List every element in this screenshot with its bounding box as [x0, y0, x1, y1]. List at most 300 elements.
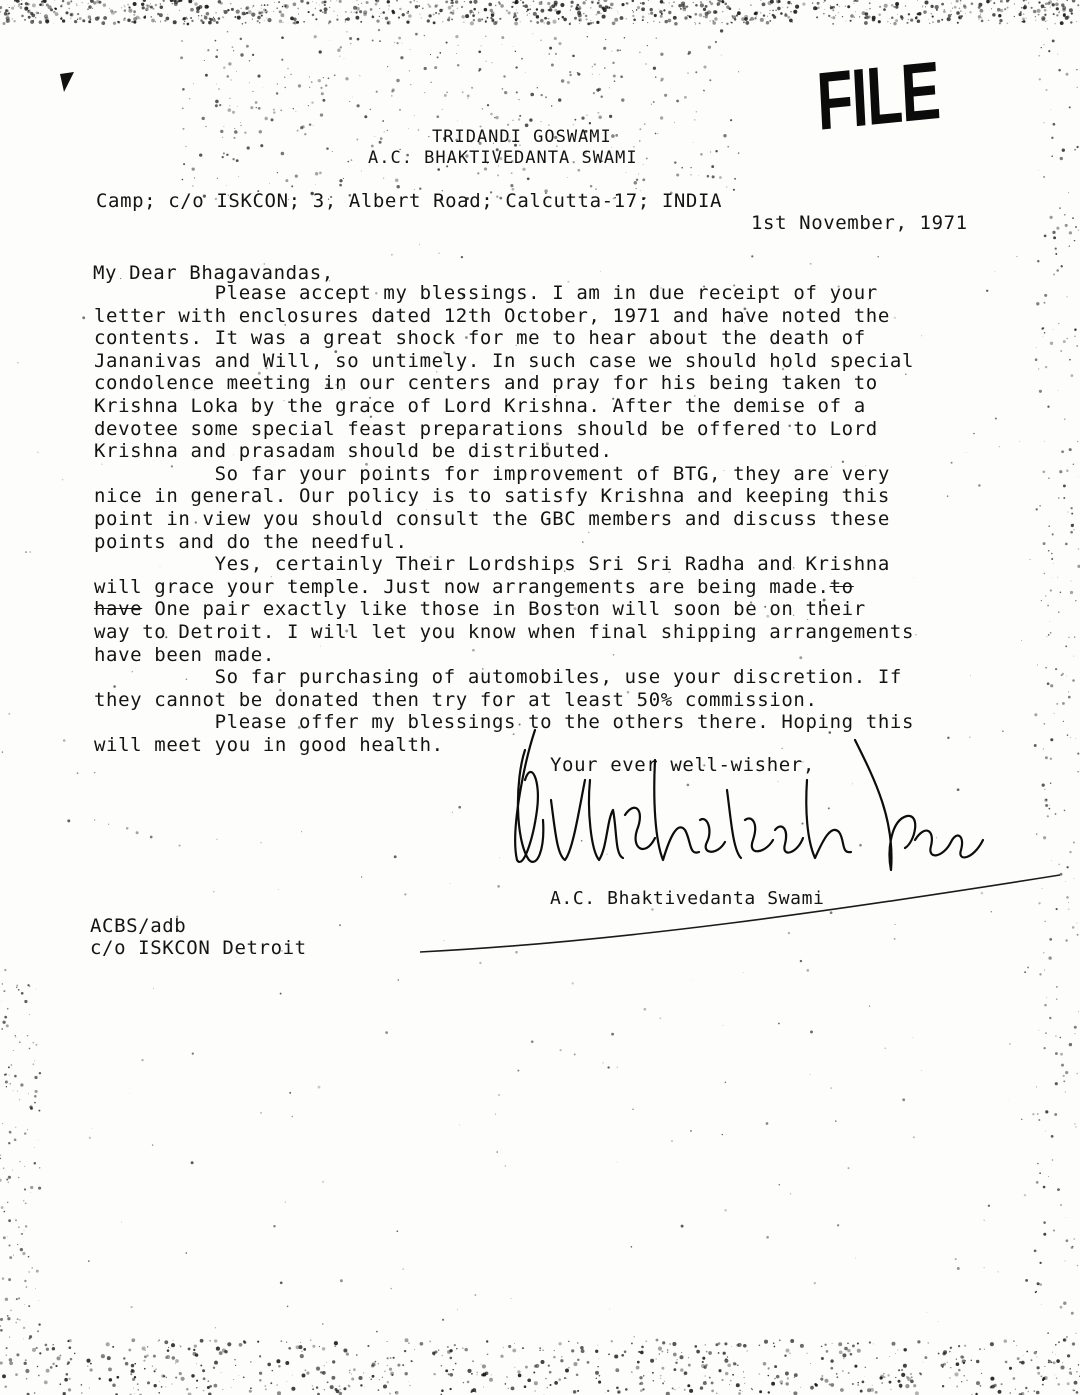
noise-speck	[1051, 860, 1052, 861]
noise-speck	[671, 1140, 672, 1141]
noise-speck	[482, 1364, 486, 1368]
noise-speck	[1067, 1354, 1070, 1357]
noise-speck	[233, 50, 234, 51]
noise-speck	[814, 1282, 816, 1284]
noise-speck	[392, 89, 395, 92]
noise-speck	[605, 1393, 606, 1394]
noise-speck	[506, 10, 508, 12]
noise-speck	[336, 0, 337, 1]
noise-speck	[28, 1256, 30, 1258]
noise-speck	[256, 107, 257, 108]
noise-speck	[853, 3, 854, 4]
noise-speck	[200, 1339, 204, 1343]
noise-speck	[90, 1368, 93, 1371]
noise-speck	[1058, 11, 1060, 13]
noise-speck	[533, 1372, 535, 1374]
noise-speck	[77, 13, 79, 15]
noise-speck	[922, 5, 923, 6]
noise-speck	[70, 1358, 73, 1361]
noise-speck	[224, 1350, 227, 1353]
noise-speck	[693, 979, 694, 980]
handwritten-signature	[495, 720, 995, 880]
noise-speck	[1058, 69, 1061, 72]
noise-speck	[739, 9, 740, 10]
noise-speck	[111, 11, 115, 15]
salutation: My Dear Bhagavandas,	[93, 262, 334, 284]
noise-speck	[700, 1, 702, 3]
noise-speck	[240, 122, 241, 123]
noise-speck	[1035, 16, 1036, 17]
noise-speck	[613, 75, 616, 78]
noise-speck	[249, 60, 251, 62]
noise-speck	[599, 1375, 601, 1377]
noise-speck	[1055, 1052, 1058, 1055]
noise-speck	[319, 5, 320, 6]
noise-speck	[76, 5, 77, 6]
noise-speck	[1058, 390, 1059, 391]
noise-speck	[787, 6, 789, 8]
noise-speck	[842, 16, 843, 17]
noise-speck	[390, 1357, 392, 1359]
noise-speck	[316, 1367, 320, 1371]
noise-speck	[956, 1362, 960, 1366]
noise-speck	[928, 19, 929, 20]
noise-speck	[1069, 359, 1071, 361]
noise-speck	[2, 983, 3, 984]
noise-speck	[312, 1345, 315, 1348]
noise-speck	[1051, 137, 1053, 139]
noise-speck	[281, 13, 285, 17]
noise-speck	[324, 7, 328, 11]
noise-speck	[644, 1008, 647, 1011]
noise-speck	[943, 10, 946, 13]
noise-speck	[1022, 18, 1025, 21]
noise-speck	[124, 9, 126, 11]
noise-speck	[475, 1391, 476, 1392]
noise-speck	[158, 1341, 159, 1342]
noise-speck	[1014, 3, 1015, 4]
noise-speck	[318, 1086, 321, 1089]
signature-name: A.C. Bhaktivedanta Swami	[550, 888, 825, 909]
noise-speck	[9, 1131, 12, 1134]
noise-speck	[751, 1388, 752, 1389]
noise-speck	[343, 1349, 347, 1353]
noise-speck	[1047, 682, 1050, 685]
noise-speck	[560, 1359, 563, 1362]
noise-speck	[369, 1377, 370, 1378]
body-line: will meet you in good health.	[94, 733, 444, 756]
noise-speck	[923, 10, 926, 13]
noise-speck	[568, 1367, 570, 1369]
noise-speck	[738, 71, 739, 72]
noise-speck	[1036, 1351, 1037, 1352]
noise-speck	[27, 3, 30, 6]
noise-speck	[1063, 1080, 1065, 1082]
noise-speck	[512, 1349, 516, 1353]
noise-speck	[505, 1165, 506, 1166]
noise-speck	[864, 21, 868, 25]
noise-speck	[326, 147, 329, 150]
noise-speck	[191, 1374, 194, 1377]
noise-speck	[687, 1384, 690, 1387]
noise-speck	[1045, 804, 1048, 807]
noise-speck	[1042, 783, 1045, 786]
noise-speck	[186, 1252, 188, 1254]
noise-speck	[1017, 1357, 1020, 1360]
noise-speck	[301, 125, 304, 128]
noise-speck	[767, 16, 768, 17]
noise-speck	[1043, 1380, 1045, 1382]
noise-speck	[675, 1362, 677, 1364]
noise-speck	[732, 16, 733, 17]
noise-speck	[127, 4, 129, 6]
noise-speck	[351, 11, 352, 12]
noise-speck	[30, 1192, 31, 1193]
noise-speck	[858, 1, 859, 2]
noise-speck	[617, 11, 618, 12]
noise-speck	[230, 3, 231, 4]
noise-speck	[602, 15, 606, 19]
noise-speck	[836, 4, 838, 6]
noise-speck	[43, 0, 47, 3]
noise-speck	[714, 17, 717, 20]
noise-speck	[590, 22, 593, 25]
noise-speck	[267, 4, 269, 6]
noise-speck	[1053, 1230, 1055, 1232]
noise-speck	[1045, 1110, 1048, 1113]
noise-speck	[611, 1340, 613, 1342]
noise-speck	[865, 1366, 867, 1368]
noise-speck	[966, 452, 967, 453]
noise-speck	[274, 2, 275, 3]
noise-speck	[657, 133, 658, 134]
noise-speck	[455, 0, 458, 3]
noise-speck	[1038, 368, 1039, 369]
noise-speck	[981, 18, 982, 19]
noise-speck	[35, 1090, 38, 1093]
noise-speck	[1042, 1384, 1044, 1386]
noise-speck	[510, 184, 513, 187]
noise-speck	[202, 1369, 205, 1372]
noise-speck	[9, 1256, 12, 1259]
noise-speck	[358, 4, 359, 5]
letter-date: 1st November, 1971	[751, 212, 968, 234]
noise-speck	[1059, 864, 1060, 865]
noise-speck	[674, 22, 678, 26]
noise-speck	[1075, 1126, 1077, 1128]
noise-speck	[1066, 1217, 1067, 1218]
noise-speck	[574, 1053, 576, 1055]
noise-speck	[705, 1364, 707, 1366]
noise-speck	[485, 21, 487, 23]
noise-speck	[13, 1255, 14, 1256]
noise-speck	[332, 1360, 335, 1363]
noise-speck	[324, 1365, 325, 1366]
noise-speck	[942, 1385, 944, 1387]
noise-speck	[1047, 28, 1048, 29]
noise-speck	[345, 77, 348, 80]
noise-speck	[112, 1346, 114, 1348]
noise-speck	[710, 11, 711, 12]
noise-speck	[223, 152, 225, 154]
noise-speck	[837, 1224, 839, 1226]
noise-speck	[1045, 21, 1046, 22]
noise-speck	[872, 1385, 873, 1386]
noise-speck	[838, 12, 839, 13]
noise-speck	[198, 5, 202, 9]
noise-speck	[1000, 9, 1003, 12]
noise-speck	[1071, 1374, 1072, 1375]
noise-speck	[747, 1350, 748, 1351]
noise-speck	[353, 1368, 356, 1371]
noise-speck	[978, 484, 980, 486]
noise-speck	[1050, 8, 1051, 9]
noise-speck	[1052, 231, 1055, 234]
noise-speck	[869, 2, 871, 4]
noise-speck	[1074, 1381, 1078, 1385]
noise-speck	[1044, 573, 1046, 575]
noise-speck	[539, 1347, 541, 1349]
noise-speck	[300, 1354, 304, 1358]
noise-speck	[489, 1378, 493, 1382]
noise-speck	[585, 18, 587, 20]
noise-speck	[784, 1354, 786, 1356]
noise-speck	[660, 53, 663, 56]
noise-speck	[744, 1377, 745, 1378]
noise-speck	[29, 1105, 32, 1108]
noise-speck	[218, 88, 219, 89]
noise-speck	[793, 1391, 797, 1395]
noise-speck	[599, 5, 601, 7]
noise-speck	[9, 1083, 10, 1084]
noise-speck	[375, 1361, 377, 1363]
noise-speck	[950, 1367, 951, 1368]
noise-speck	[1, 1206, 4, 1209]
noise-speck	[718, 1369, 721, 1372]
noise-speck	[672, 1342, 676, 1346]
noise-speck	[0, 6, 2, 9]
noise-speck	[538, 15, 539, 16]
noise-speck	[1055, 1082, 1058, 1085]
noise-speck	[351, 1378, 354, 1381]
body-line: condolence meeting in our centers and pray for his being taken to	[94, 372, 878, 395]
noise-speck	[541, 1360, 545, 1364]
noise-speck	[349, 1370, 351, 1372]
noise-speck	[1064, 810, 1066, 812]
body-line: contents. It was a great shock for me to hear about the death of	[94, 327, 866, 350]
noise-speck	[213, 19, 216, 22]
noise-speck	[638, 1351, 640, 1353]
noise-speck	[524, 1385, 527, 1388]
noise-speck	[548, 1365, 550, 1367]
noise-speck	[424, 67, 427, 70]
reference-block	[90, 915, 307, 959]
noise-speck	[476, 1372, 477, 1373]
noise-speck	[603, 47, 606, 50]
noise-speck	[618, 13, 619, 14]
noise-speck	[810, 1074, 811, 1075]
noise-speck	[595, 1350, 598, 1353]
noise-speck	[1053, 274, 1055, 276]
noise-speck	[62, 0, 64, 2]
noise-speck	[1074, 878, 1075, 879]
noise-speck	[91, 1128, 92, 1129]
noise-speck	[763, 1362, 767, 1366]
noise-speck	[29, 1271, 30, 1272]
noise-speck	[641, 1346, 644, 1349]
noise-speck	[870, 1388, 874, 1392]
noise-speck	[236, 10, 240, 14]
noise-speck	[404, 1350, 406, 1352]
noise-speck	[77, 19, 78, 20]
noise-speck	[92, 8, 93, 9]
noise-speck	[2, 751, 3, 752]
noise-speck	[1050, 6, 1051, 7]
noise-speck	[789, 19, 793, 23]
noise-speck	[293, 2, 297, 6]
noise-speck	[330, 1385, 334, 1389]
noise-speck	[446, 92, 448, 94]
pen-mark	[56, 70, 80, 96]
noise-speck	[1007, 23, 1008, 24]
noise-speck	[259, 22, 260, 23]
noise-speck	[180, 1346, 181, 1347]
noise-speck	[1044, 9, 1047, 12]
noise-speck	[297, 8, 299, 10]
noise-speck	[457, 8, 458, 9]
noise-speck	[1064, 1260, 1065, 1261]
noise-speck	[329, 40, 330, 41]
noise-speck	[351, 159, 353, 161]
noise-speck	[324, 4, 326, 6]
noise-speck	[1069, 231, 1072, 234]
noise-speck	[838, 1342, 842, 1346]
noise-speck	[146, 1354, 148, 1356]
noise-speck	[397, 1364, 400, 1367]
noise-speck	[223, 67, 225, 69]
noise-speck	[18, 5, 20, 7]
noise-speck	[396, 42, 398, 44]
noise-speck	[917, 20, 921, 24]
noise-speck	[1045, 1032, 1047, 1034]
noise-speck	[291, 1387, 295, 1391]
noise-speck	[260, 144, 263, 147]
noise-speck	[906, 22, 908, 24]
noise-speck	[33, 20, 34, 21]
noise-speck	[1063, 1339, 1065, 1341]
noise-speck	[281, 59, 283, 61]
noise-speck	[6, 1355, 7, 1356]
noise-speck	[183, 163, 185, 165]
noise-speck	[424, 35, 426, 37]
noise-speck	[37, 12, 39, 14]
noise-speck	[390, 1288, 392, 1290]
noise-speck	[709, 20, 710, 21]
noise-speck	[674, 161, 676, 163]
noise-speck	[25, 1359, 27, 1361]
noise-speck	[966, 1380, 967, 1381]
noise-speck	[155, 1368, 156, 1369]
noise-speck	[370, 109, 372, 111]
noise-speck	[944, 9, 945, 10]
noise-speck	[1038, 1119, 1040, 1121]
noise-speck	[1073, 524, 1074, 525]
noise-speck	[31, 14, 35, 18]
noise-speck	[0, 1158, 1, 1160]
noise-speck	[250, 1361, 252, 1363]
noise-speck	[631, 1371, 633, 1373]
noise-speck	[481, 18, 483, 20]
noise-speck	[1074, 149, 1076, 151]
noise-speck	[926, 1312, 927, 1313]
noise-speck	[199, 153, 202, 156]
noise-speck	[464, 1, 465, 2]
noise-speck	[345, 11, 346, 12]
noise-speck	[394, 42, 395, 43]
noise-speck	[308, 11, 310, 13]
noise-speck	[107, 1356, 111, 1360]
noise-speck	[44, 1381, 48, 1385]
noise-speck	[133, 21, 136, 24]
noise-speck	[232, 46, 234, 48]
noise-speck	[163, 0, 165, 2]
noise-speck	[1036, 1356, 1037, 1357]
noise-speck	[13, 1090, 14, 1091]
noise-speck	[789, 1391, 790, 1392]
noise-speck	[216, 839, 218, 841]
noise-speck	[802, 3, 805, 6]
noise-speck	[1045, 89, 1047, 91]
noise-speck	[261, 4, 263, 6]
noise-speck	[893, 6, 895, 8]
noise-speck	[1021, 640, 1022, 641]
noise-speck	[895, 1377, 896, 1378]
noise-speck	[240, 8, 241, 9]
noise-speck	[922, 7, 923, 8]
noise-speck	[39, 1167, 40, 1168]
noise-speck	[653, 67, 656, 70]
noise-speck	[633, 19, 636, 22]
noise-speck	[428, 14, 431, 17]
noise-speck	[175, 1377, 177, 1379]
noise-speck	[491, 14, 494, 17]
noise-speck	[34, 1102, 36, 1104]
noise-speck	[259, 130, 262, 133]
noise-speck	[204, 60, 205, 61]
noise-speck	[768, 1391, 770, 1393]
noise-speck	[592, 74, 593, 75]
noise-speck	[684, 1389, 686, 1391]
noise-speck	[677, 1359, 678, 1360]
noise-speck	[284, 17, 285, 18]
noise-speck	[37, 1330, 39, 1332]
noise-speck	[389, 1368, 392, 1371]
noise-speck	[34, 1095, 37, 1098]
noise-speck	[820, 1378, 823, 1381]
noise-speck	[1044, 1004, 1047, 1007]
noise-speck	[339, 179, 342, 182]
noise-speck	[213, 891, 214, 892]
noise-speck	[352, 97, 353, 98]
noise-speck	[549, 6, 551, 8]
noise-speck	[376, 1331, 378, 1333]
noise-speck	[674, 122, 675, 123]
noise-speck	[179, 844, 181, 846]
noise-speck	[573, 1362, 577, 1366]
noise-speck	[304, 1369, 306, 1371]
noise-speck	[427, 19, 430, 22]
noise-speck	[1035, 358, 1038, 361]
